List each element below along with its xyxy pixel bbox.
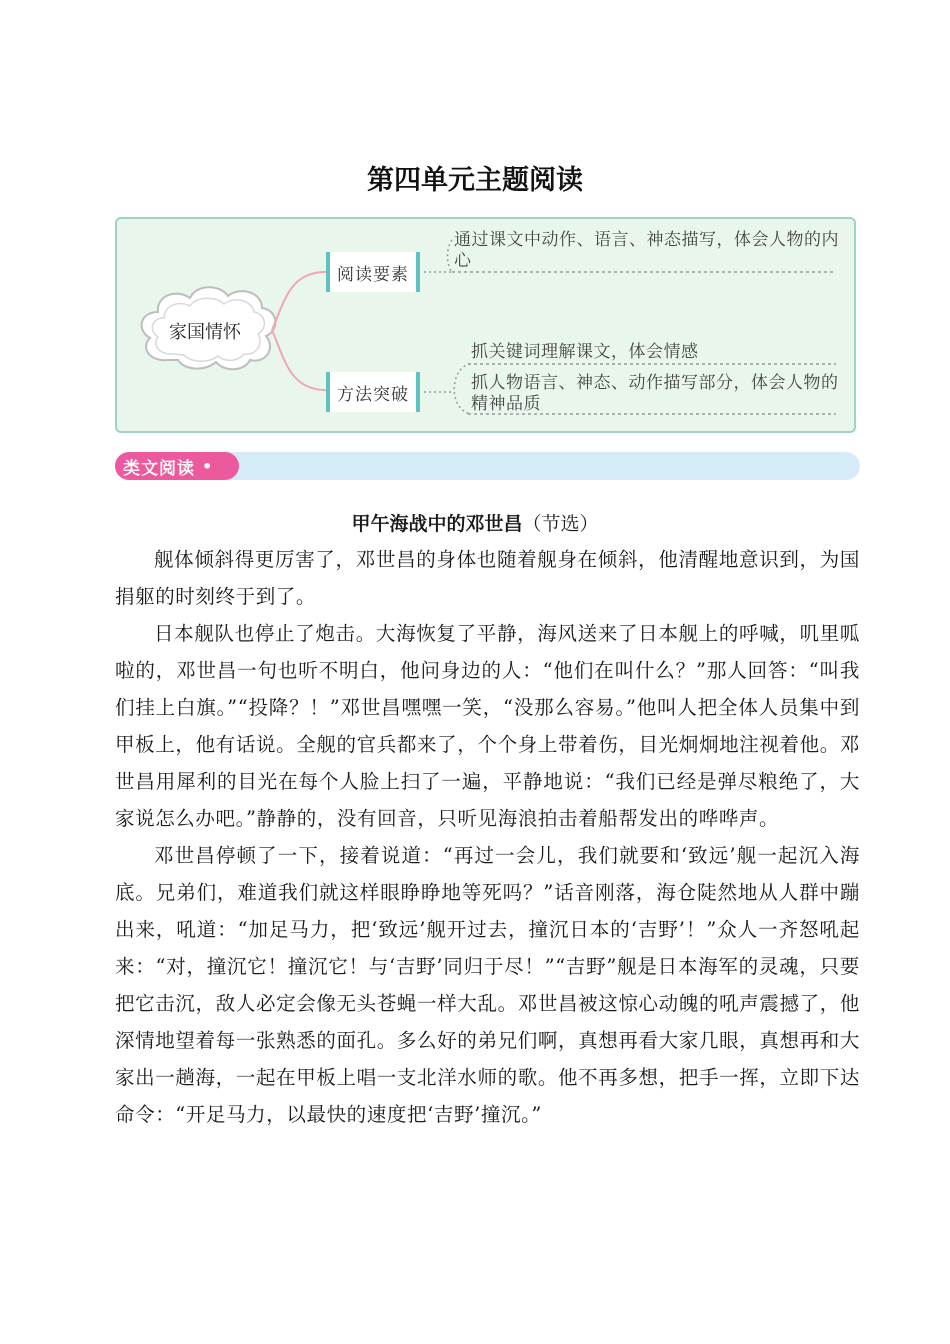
article-paragraph: 舰体倾斜得更厉害了，邓世昌的身体也随着舰身在倾斜，他清醒地意识到，为国捐躯的时刻终于到了。 <box>115 548 860 608</box>
page-title: 第四单元主题阅读 <box>367 165 583 196</box>
article-title <box>0 509 950 536</box>
article-body <box>115 541 860 1133</box>
section-tag <box>115 452 239 480</box>
article-title-sub: （节选） <box>522 513 599 535</box>
branch-method-breakthrough: 方法突破 <box>326 372 420 412</box>
connector-line-top <box>272 272 330 330</box>
leaf-method-1: 抓关键词理解课文，体会情感 <box>471 342 699 362</box>
article-paragraph: 日本舰队也停止了炮击。大海恢复了平静，海风送来了日本舰上的呼喊，叽里呱啦的，邓世昌一句也听不明白，他问身边的人：“他们在叫什么？”那人回答：“叫我们挂上白旗。”“投降？！”邓世昌嘿嘿一笑，“没那么容易。”他叫人把全体人员集中到甲板上，他有话说。全舰的官兵都来了，个个身上带着伤，目光炯炯地注视着他。邓世昌用犀利的目光在每个人脸上扫了一遍，平静地说：“我们已经是弹尽粮绝了，大家说怎么办吧。”静静的，没有回音，只听见海浪拍击着船帮发出的哗哗声。 <box>115 622 860 830</box>
mind-map-center: 家国情怀 <box>169 322 241 343</box>
connector-line-bottom <box>272 330 330 390</box>
leaf-bracket-bottom <box>454 364 470 414</box>
article-paragraph: 邓世昌停顿了一下，接着说道：“再过一会儿，我们就要和‘致远’舰一起沉入海底。兄弟们，难道我们就这样眼睁睁地等死吗？”话音刚落，海仓陡然地从人群中蹦出来，吼道：“加足马力，把‘致远’舰开过去，撞沉日本的‘吉野’！”众人一齐怒吼起来：“对，撞沉它！撞沉它！与‘吉野’同归于尽！”“吉野”舰是日本海军的灵魂，只要把它击沉，敌人必定会像无头苍蝇一样大乱。邓世昌被这惊心动魄的吼声震撼了，他深情地望着每一张熟悉的面孔。多么好的弟兄们啊，真想再看大家几眼，真想再和大家出一趟海，一起在甲板上唱一支北洋水师的歌。他不再多想，把手一挥，立即下达命令：“开足马力，以最快的速度把‘吉野’撞沉。” <box>115 844 860 1126</box>
section-tag-label: 类文阅读 <box>123 458 195 479</box>
leaf-reading-elements: 通过课文中动作、语言、神态描写，体会人物的内心 <box>454 230 839 271</box>
leaf-bracket-top <box>448 240 453 272</box>
section-tag-dot: • <box>202 456 214 476</box>
article-title-main: 甲午海战中的邓世昌 <box>351 513 523 535</box>
branch-reading-elements: 阅读要素 <box>326 252 420 292</box>
leaf-method-2: 抓人物语言、神态、动作描写部分，体会人物的精神品质 <box>471 373 839 414</box>
